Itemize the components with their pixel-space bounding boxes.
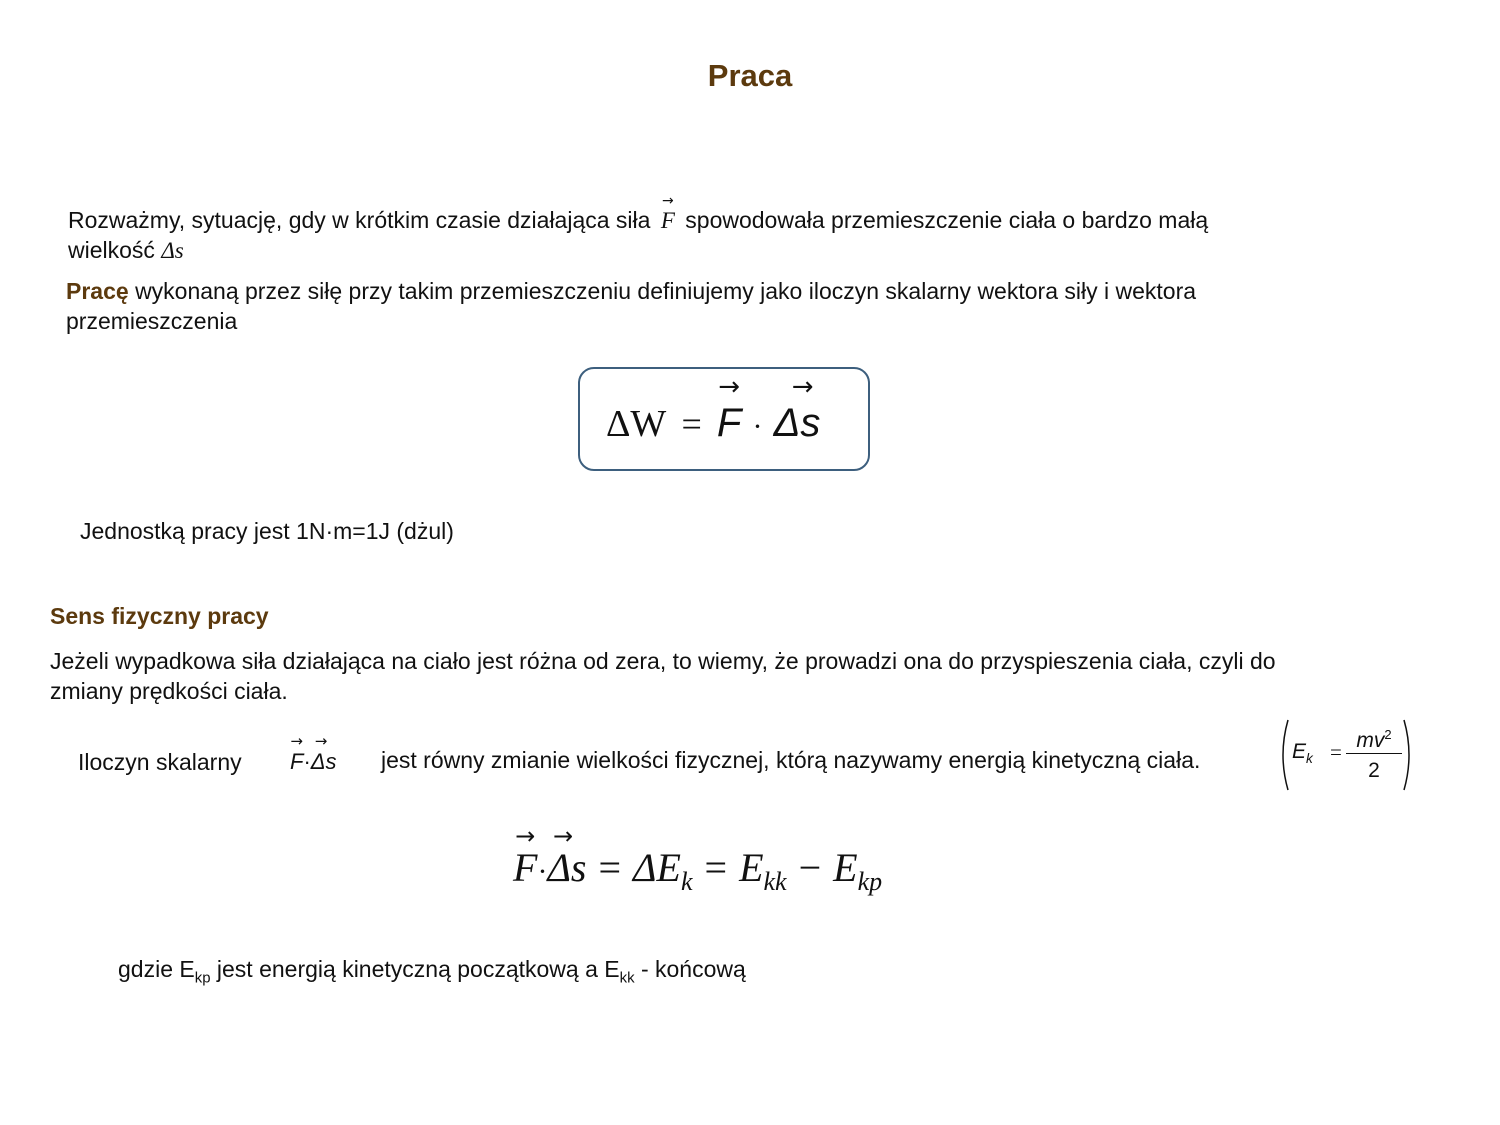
- ek-symbol: $E_k$: [1292, 740, 1313, 767]
- minus-sign: −: [798, 845, 822, 890]
- work-formula: [606, 372, 821, 452]
- ekk-symbol: $E_{kk}$: [739, 845, 787, 896]
- section-line-2: zmiany prędkości ciała.: [50, 678, 288, 704]
- scalar-label: Iloczyn skalarny: [78, 749, 242, 775]
- definition-highlight: Pracę: [66, 278, 129, 304]
- displacement-vector: → Δs: [773, 372, 821, 445]
- vector-arrow-icon: →: [718, 372, 740, 402]
- page-title: Praca: [707, 58, 793, 93]
- scalar-description: jest równy zmianie wielkości fizycznej, którą nazywamy energią kinetyczną ciała.: [381, 747, 1201, 773]
- equals-sign: =: [704, 845, 728, 890]
- intro-text-2: spowodowała przemieszczenie ciała o bardzo małą: [685, 207, 1209, 233]
- fraction-numerator: $mv^2$: [1356, 727, 1392, 752]
- displacement-vector: → Δs: [547, 822, 587, 890]
- definition-text: wykonaną przez siłę przy takim przemieszczeniu definiujemy jako iloczyn skalarny wektora siły i wektora: [135, 278, 1197, 304]
- fraction-denominator: 2: [1368, 759, 1380, 782]
- footnote: gdzie $E_{kp}$ jest energią kinetyczną początkową a $E_{kk}$ - końcową: [118, 956, 746, 987]
- force-vector: → F: [716, 372, 742, 445]
- dot-operator: ·: [537, 855, 548, 888]
- ekp-symbol: $E_{kp}$: [833, 845, 883, 896]
- vector-arrow-icon: →: [290, 732, 304, 750]
- intro-line-1: [68, 193, 1209, 236]
- force-vector: → F: [513, 822, 538, 890]
- intro-line-2: [68, 235, 184, 266]
- vector-arrow-icon: →: [314, 732, 328, 750]
- vector-arrow-icon: →: [661, 193, 674, 209]
- dot-operator: ·: [752, 410, 763, 443]
- intro-text-3: wielkość: [68, 237, 155, 263]
- definition-line-1: [66, 276, 1196, 306]
- equals-sign: =: [1330, 740, 1342, 764]
- right-paren-icon: [1402, 718, 1416, 792]
- intro-text-1: Rozważmy, sytuację, gdy w krótkim czasie działająca siła: [68, 207, 651, 233]
- delta-ek: $\Delta E_k$: [633, 845, 693, 896]
- energy-formula: [513, 822, 883, 906]
- displacement-vector: → Δs: [310, 732, 337, 774]
- delta-w: ΔW: [606, 403, 667, 445]
- vector-arrow-icon: →: [552, 822, 574, 850]
- delta-s-symbol: Δs: [161, 238, 184, 263]
- scalar-product-small: [290, 732, 337, 780]
- left-paren-icon: [1276, 718, 1290, 792]
- equals-sign: =: [681, 404, 702, 444]
- dot-operator: ·: [303, 749, 311, 774]
- section-heading: Sens fizyczny pracy: [50, 603, 269, 629]
- force-vector: → F: [290, 732, 304, 774]
- section-line-1: Jeżeli wypadkowa siła działająca na ciało jest różna od zera, to wiemy, że prowadzi ona do przyspieszenia ciała, czyli do: [50, 648, 1276, 674]
- equals-sign: =: [598, 845, 622, 890]
- kinetic-energy-formula: [1276, 718, 1416, 792]
- vector-arrow-icon: →: [791, 372, 814, 402]
- definition-line-2: przemieszczenia: [66, 308, 238, 334]
- unit-line: Jednostką pracy jest 1N·m=1J (dżul): [80, 518, 454, 544]
- force-vector-symbol: → F: [660, 193, 675, 233]
- fraction-bar: [1346, 753, 1402, 754]
- vector-arrow-icon: →: [515, 822, 536, 850]
